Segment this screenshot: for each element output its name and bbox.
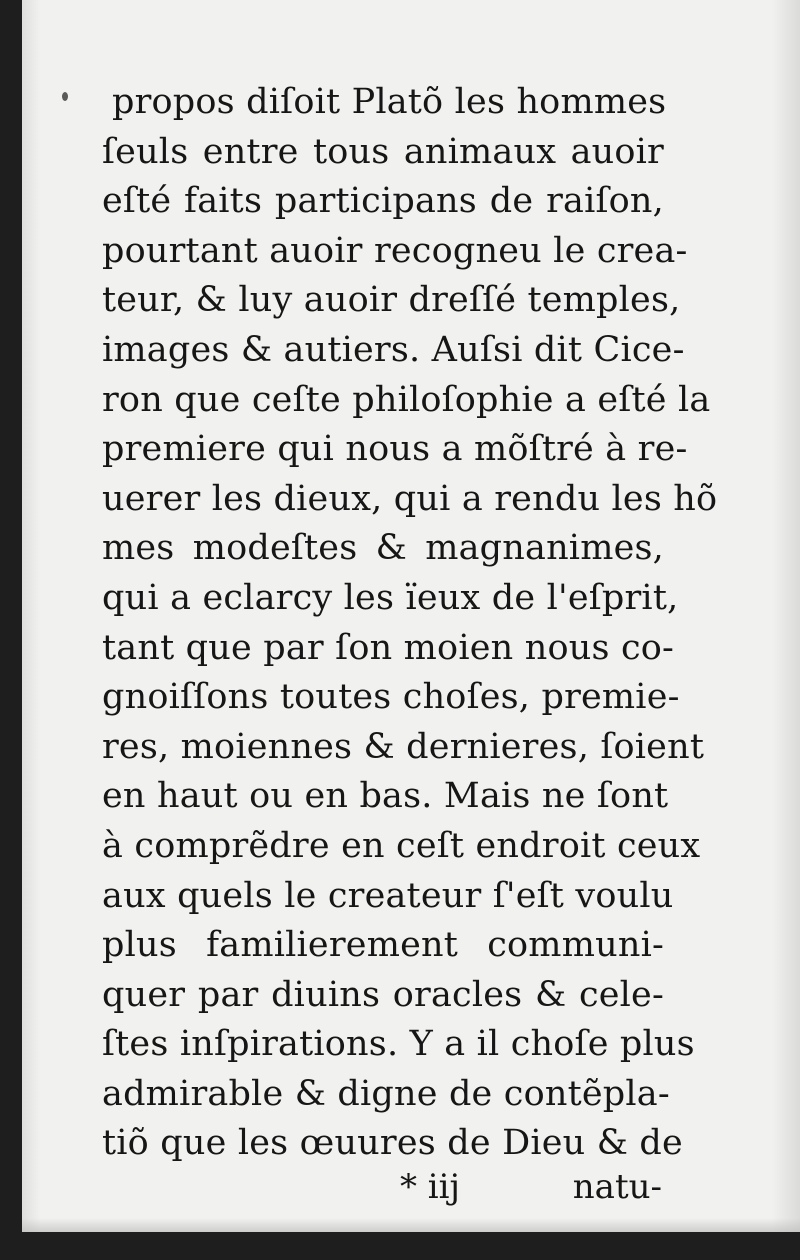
text-line: ſeuls entre tous animaux auoir: [102, 131, 664, 172]
page-footer: [102, 1167, 662, 1211]
book-page: [22, 0, 800, 1232]
text-line: gnoiſſons toutes choſes, premie-: [102, 677, 680, 718]
text-line: plus familierement communi-: [102, 925, 664, 966]
text-line: res, moiennes & dernieres, ſoient: [102, 726, 705, 767]
signature-mark: * iij: [400, 1167, 461, 1207]
text-line: à comprẽdre en ceſt endroit ceux: [102, 825, 701, 866]
page-gutter-shadow: [22, 0, 40, 1232]
text-line: admirable & digne de contẽpla-: [102, 1073, 670, 1114]
text-line: ron que ceſte philoſophie a eſté la: [102, 379, 711, 420]
text-line: ſtes inſpirations. Y a il choſe plus: [102, 1024, 695, 1065]
text-line: eſté faits participans de raiſon,: [102, 181, 664, 222]
text-line: images & autiers. Auſsi dit Cice-: [102, 329, 685, 370]
text-line: en haut ou en bas. Mais ne ſont: [102, 776, 669, 817]
page-edge-shadow: [772, 0, 800, 1232]
text-line: mes modeſtes & magnanimes,: [102, 528, 664, 569]
page-bottom-edge: [22, 1218, 800, 1232]
text-line: propos diſoit Platõ les hommes: [112, 82, 667, 122]
margin-ink-mark: [62, 92, 68, 101]
text-line: uerer les dieux, qui a rendu les hõ: [102, 478, 718, 519]
text-line: teur, & luy auoir dreſſé temples,: [102, 280, 681, 321]
body-text: [102, 78, 718, 1169]
catchword: natu-: [572, 1167, 662, 1207]
text-line: quer par diuins oracles & cele-: [102, 974, 664, 1015]
text-line: premiere qui nous a mõſtré à re-: [102, 429, 688, 470]
text-line: pourtant auoir recogneu le crea-: [102, 230, 688, 271]
text-line: aux quels le createur ſ'eſt voulu: [102, 875, 674, 916]
text-line: tant que par ſon moien nous co-: [102, 627, 675, 668]
text-line: qui a eclarcy les ïeux de l'eſprit,: [102, 577, 679, 618]
text-line: tiõ que les œuures de Dieu & de: [102, 1123, 683, 1164]
